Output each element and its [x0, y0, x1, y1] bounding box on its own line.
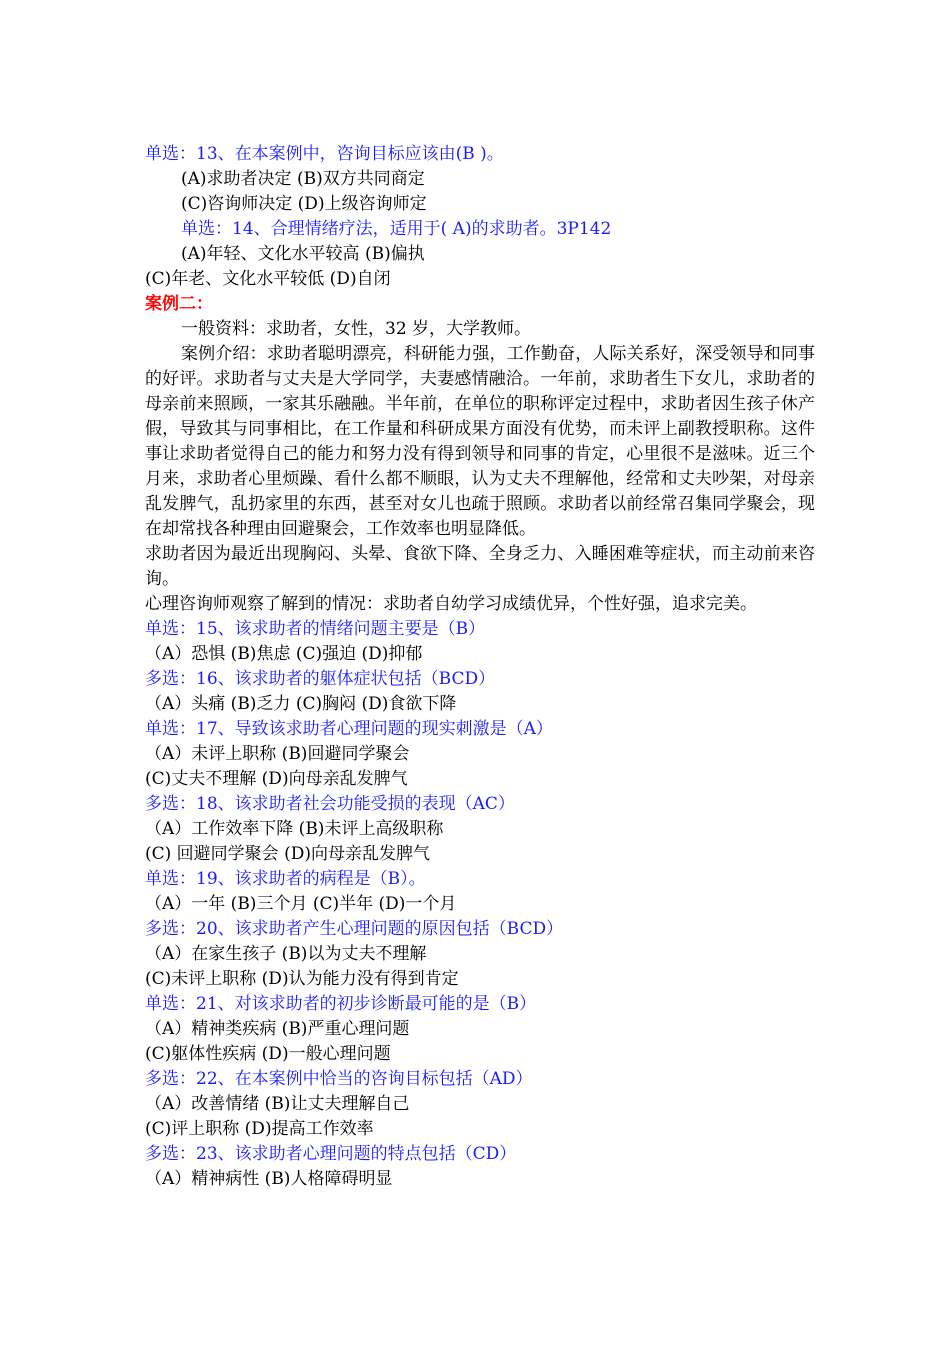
question-22-options-cd: (C)评上职称 (D)提高工作效率 [145, 1119, 374, 1139]
question-14-options-cd: (C)年老、文化水平较低 (D)自闭 [145, 269, 391, 289]
question-21-options-cd: (C)躯体性疾病 (D)一般心理问题 [145, 1044, 391, 1064]
document-page [145, 142, 815, 1192]
question-13-options-ab: (A)求助者决定 (B)双方共同商定 [181, 169, 425, 189]
question-14: 单选：14、合理情绪疗法，适用于( A)的求助者。3P142 [181, 219, 612, 239]
question-16: 多选：16、该求助者的躯体症状包括（BCD） [145, 669, 496, 689]
question-15: 单选：15、该求助者的情绪问题主要是（B） [145, 619, 486, 639]
question-19: 单选：19、该求助者的病程是（B）。 [145, 869, 426, 889]
question-14-options-ab: (A)年轻、文化水平较高 (B)偏执 [181, 244, 425, 264]
question-21-options-ab: （A）精神类疾病 (B)严重心理问题 [145, 1019, 410, 1039]
question-19-options: （A）一年 (B)三个月 (C)半年 (D)一个月 [145, 894, 457, 914]
question-18-options-cd: (C) 回避同学聚会 (D)向母亲乱发脾气 [145, 844, 430, 864]
observation-paragraph: 心理咨询师观察了解到的情况：求助者自幼学习成绩优异，个性好强，追求完美。 [145, 594, 757, 614]
question-20: 多选：20、该求助者产生心理问题的原因包括（BCD） [145, 919, 564, 939]
question-17: 单选：17、导致该求助者心理问题的现实刺激是（A） [145, 719, 553, 739]
question-20-options-cd: (C)未评上职称 (D)认为能力没有得到肯定 [145, 969, 459, 989]
general-info: 一般资料：求助者，女性，32 岁，大学教师。 [181, 319, 532, 339]
question-13-options-cd: (C)咨询师决定 (D)上级咨询师定 [181, 194, 427, 214]
question-20-options-ab: （A）在家生孩子 (B)以为丈夫不理解 [145, 944, 427, 964]
case-introduction: 案例介绍：求助者聪明漂亮，科研能力强，工作勤奋，人际关系好，深受领导和同事的好评。求助者与丈夫是大学同学，夫妻感情融洽。一年前，求助者生下女儿，求助者的母亲前来照顾，一家其乐融融。半年前，在单位的职称评定过程中，求助者因生孩子休产假，导致其与同事相比，在工作量和科研成果方面没有优势，而未评上副教授职称。这件事让求助者觉得自己的能力和努力没有得到领导和同事的肯定，心里很不是滋味。近三个月来，求助者心里烦躁、看什么都不顺眼，认为丈夫不理解他，经常和丈夫吵架，对母亲乱发脾气，乱扔家里的东西，甚至对女儿也疏于照顾。求助者以前经常召集同学聚会，现在却常找各种理由回避聚会，工作效率也明显降低。 [145, 344, 815, 539]
question-15-options: （A）恐惧 (B)焦虑 (C)强迫 (D)抑郁 [145, 644, 423, 664]
question-21: 单选：21、对该求助者的初步诊断最可能的是（B） [145, 994, 537, 1014]
question-22-options-ab: （A）改善情绪 (B)让丈夫理解自己 [145, 1094, 410, 1114]
question-18: 多选：18、该求助者社会功能受损的表现（AC） [145, 794, 515, 814]
question-23-options-ab: （A）精神病性 (B)人格障碍明显 [145, 1169, 393, 1189]
question-17-options-cd: (C)丈夫不理解 (D)向母亲乱发脾气 [145, 769, 408, 789]
question-13: 单选：13、在本案例中，咨询目标应该由(B )。 [145, 144, 504, 164]
symptoms-paragraph: 求助者因为最近出现胸闷、头晕、食欲下降、全身乏力、入睡困难等症状，而主动前来咨询。 [145, 544, 815, 589]
question-22: 多选：22、在本案例中恰当的咨询目标包括（AD） [145, 1069, 533, 1089]
question-18-options-ab: （A）工作效率下降 (B)未评上高级职称 [145, 819, 444, 839]
question-17-options-ab: （A）未评上职称 (B)回避同学聚会 [145, 744, 410, 764]
question-16-options: （A）头痛 (B)乏力 (C)胸闷 (D)食欲下降 [145, 694, 457, 714]
case-two-heading: 案例二： [145, 294, 213, 314]
question-23: 多选：23、该求助者心理问题的特点包括（CD） [145, 1144, 517, 1164]
